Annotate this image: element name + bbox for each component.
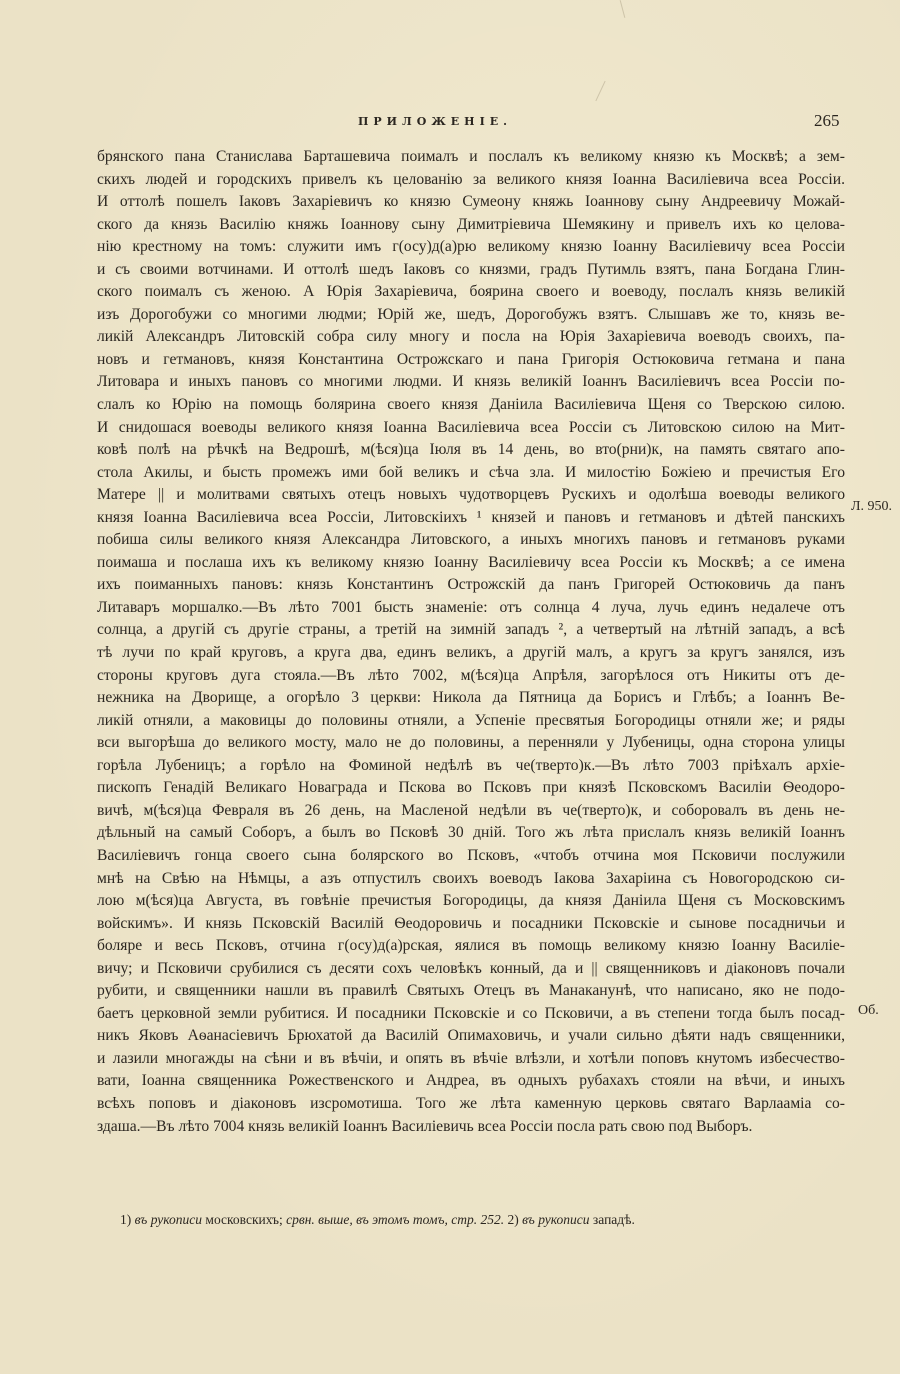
pencil-mark <box>620 0 626 18</box>
text-line: и лазили многажды на сѣни и въ вѣчіи, и опять въ вѣчіе влѣзли, и хотѣли поповъ кнутомъ избесчество- <box>97 1049 845 1067</box>
text-line: рубити, и священники нашли въ правилѣ Святыхъ Отецъ въ Манаканунѣ, что написано, яко не подо- <box>97 982 845 1000</box>
text-line: баетъ церковной земли рубитися. И посадники Псковскіе и со Псковичи, а въ степени тогда былъ посад- <box>97 1004 845 1022</box>
text-line: слалъ ко Юрію на помощь болярина своего князя Даніила Василіевича Щеня со Тверскою силою. <box>97 396 845 414</box>
text-line: ликій отняли, а маковицы до половины отняли, а Успеніе пресвятыя Богородицы отняли же; и ряды <box>97 711 845 729</box>
text-line: ихъ поиманныхъ пановъ: князь Константинъ Острожскій да панъ Григорей Остюковичь да панъ <box>97 576 845 594</box>
text-line: вати, Іоанна священника Рожественского и Андреа, въ одныхъ рубахахъ стояли на вѣчи, и иныхъ <box>97 1072 845 1090</box>
text-line: дѣльный на самый Соборъ, а былъ во Псковѣ 30 дній. Того жъ лѣта прислалъ князь великій Іоаннъ <box>97 824 845 842</box>
text-line: пископъ Генадій Великаго Новаграда и Пскова во Псковъ при князѣ Псковскомъ Василіи Ѳеодоро- <box>97 779 845 797</box>
footnote-1-text-italic: въ рукописи <box>134 1212 203 1227</box>
margin-note-folio: Л. 950. <box>851 499 892 514</box>
text-line: мнѣ на Свѣю на Нѣмцы, а азъ отпустилъ своихъ воеводъ Іакова Захаріина съ Новогородскою си- <box>97 869 845 887</box>
footnote-1-number: 1) <box>120 1212 132 1227</box>
text-line: горѣла Лубеницъ; а горѣло на Фоминой недѣлѣ въ че(тверто)к.—Въ лѣто 7003 пріѣхалъ архіе- <box>97 756 845 774</box>
text-line: брянского пана Станислава Барташевича поималъ и послалъ къ великому князю къ Москвѣ; а зем- <box>97 148 845 165</box>
text-line: Литаваръ моршалко.—Въ лѣто 7001 бысть знаменіе: отъ солнца 4 луча, лучь единъ недалече отъ <box>97 598 845 616</box>
text-line: ского поималъ съ женою. А Юрія Захаріевича, боярина своего и воеводу, послалъ князь великій <box>97 283 845 301</box>
text-line: вичу; и Псковичи срубилися съ десяти сохъ человѣкъ конный, да и || священниковъ и діаконовъ почали <box>97 959 845 977</box>
text-line: князя Іоанна Василіевича всеа Россіи, Литовскіихъ ¹ князей и пановъ и гетмановъ и дѣтей панскихъ <box>97 508 845 526</box>
text-line: ликій Александръ Литовскій собра силу многу и посла на Юрія Захаріевича воеводъ своихъ, па- <box>97 328 845 346</box>
pencil-mark <box>595 81 605 101</box>
text-line: солнца, а другій съ другіе страны, а третій на зимній западъ ², а четвертый на лѣтній западъ, а всѣ <box>97 621 845 639</box>
text-line: поимаша и послаша ихъ къ великому князю Іоанну Василіевичу всеа Россіи къ Москвѣ; а се имена <box>97 553 845 571</box>
footnote-2-text: западѣ. <box>592 1212 635 1227</box>
page-header <box>0 111 900 135</box>
page-number: 265 <box>814 111 840 130</box>
text-line: И оттолѣ пошелъ Іаковъ Захаріевичъ ко князю Сумеону княжь Іоаннову сыну Андреевичу Можай- <box>97 193 845 211</box>
margin-note-verso: Об. <box>858 1003 879 1018</box>
text-line: И снидошася воеводы великого князя Іоанна Василіевича всеа Россіи съ Литовскою силою на Мит- <box>97 418 845 436</box>
text-line: побиша силы великого князя Александра Литовского, а иныхъ многихъ пановъ и гетмановъ руками <box>97 531 845 549</box>
footnote-2-number: 2) <box>507 1212 519 1227</box>
text-line: скихъ людей и городскихъ привелъ къ целованію за великого князя Іоанна Василіевича всеа Россіи. <box>97 170 845 188</box>
footnote-1-text: московскихъ; <box>205 1212 283 1227</box>
footnotes <box>120 1212 840 1228</box>
text-line: никъ Яковъ Аѳанасіевичъ Брюхатой да Василій Опимаховичь, и учали сильно дѣяти надъ священники, <box>97 1027 845 1045</box>
text-line: Литовара и иныхъ пановъ со многими людми. И князь великій Іоаннъ Василіевичъ всеа Россіи по- <box>97 373 845 391</box>
text-line: изъ Дорогобужи со многими людми; Юрій же, шедъ, Дорогобужъ взятъ. Слышавъ же то, князь ве- <box>97 305 845 323</box>
text-line: всѣхъ поповъ и діаконовъ изсромотиша. Того же лѣта каменную церковь святаго Варлааміа со- <box>97 1094 845 1112</box>
text-line: нію крестному на томъ: служити имъ г(осу)д(а)рю великому князю Іоанну Василіевичу всеа Россіи <box>97 238 845 256</box>
running-title: ПРИЛОЖЕНІЕ. <box>358 115 512 128</box>
text-line: стола Акилы, и бысть промежъ ими бой великъ и сѣча зла. И милостію Божіею и пречистыя Его <box>97 463 845 481</box>
text-line: стороны круговъ дуга стояла.—Въ лѣто 7002, м(ѣся)ца Апрѣля, загорѣлося отъ Никиты отъ де- <box>97 666 845 684</box>
text-line: новъ и гетмановъ, князя Константина Острожскаго и пана Григорія Остюковича гетмана и пана <box>97 350 845 368</box>
text-line: Василіевичъ гонца своего сына болярского во Псковъ, «чтобъ отчина моя Псковичи послужили <box>97 846 845 864</box>
text-line: и съ своими вотчинами. И оттолѣ шедъ Іаковъ со князми, градъ Путимль взятъ, пана Богдана Глин- <box>97 260 845 278</box>
text-line: ковѣ полѣ на рѣчкѣ на Ведрошѣ, м(ѣся)ца Іюля въ 14 день, во вто(рни)к, на память святаго апо- <box>97 441 845 459</box>
body-text <box>97 146 845 1138</box>
footnote-1-reference: срвн. выше, въ этомъ томъ, стр. 252. <box>286 1212 505 1227</box>
text-line: здаша.—Въ лѣто 7004 князь великій Іоаннъ Василіевичь всеа Россіи посла рать свою под Выборъ. <box>97 1117 753 1135</box>
footnote-2-text-italic: въ рукописи <box>522 1212 590 1227</box>
text-line: нежника на Дворище, а огорѣло 3 церкви: Никола да Пятница да Борисъ и Глѣбъ; а Іоаннъ Ве- <box>97 689 845 707</box>
text-line: ского да князь Василію княжь Іоаннову сыну Димитріевича Шемякину и привелъ ихъ ко целова- <box>97 215 845 233</box>
text-line: тѣ лучи по край круговъ, а круга два, единъ великъ, а другій малъ, а кругъ за кругъ занялся, изъ <box>97 644 845 662</box>
text-line: вси выгорѣша до великого мосту, мало не до половины, а перенняли у Лубеницы, одна сторона улицы <box>97 734 845 752</box>
text-line: вичѣ, м(ѣся)ца Февраля въ 26 день, на Масленой недѣли въ че(тверто)к, и соборовалъ въ день не- <box>97 801 845 819</box>
text-line: боляре и весь Псковъ, отчина г(осу)д(а)рская, яялися въ помощь великому князю Іоанну Василіе- <box>97 937 845 955</box>
text-line: войскимъ». И князь Псковскій Василій Ѳеодоровичь и посадники Псковскіе и сынове посадничьи и <box>97 914 845 932</box>
text-line: лою м(ѣся)ца Августа, въ говѣніе пречистыя Богородицы, да князя Даніила Щеня съ Московскимъ <box>97 892 845 910</box>
text-line: Матере || и молитвами святыхъ отецъ новыхъ чудотворцевъ Рускихъ и одолѣша воеводы великого <box>97 486 845 504</box>
